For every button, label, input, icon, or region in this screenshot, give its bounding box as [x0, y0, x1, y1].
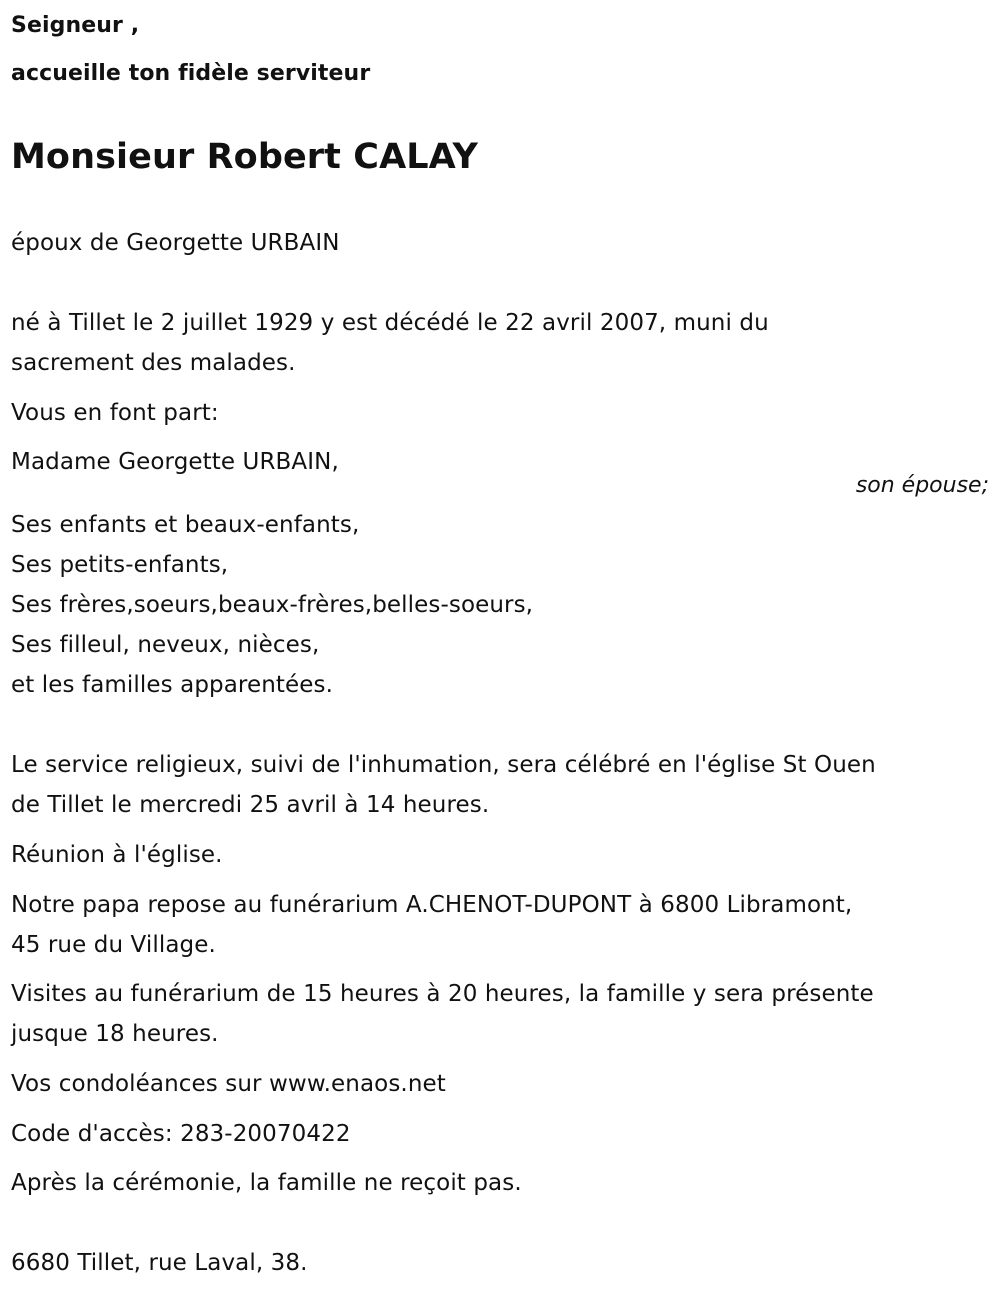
service-line-2: de Tillet le mercredi 25 avril à 14 heures.: [11, 792, 490, 818]
announcement-intro: Vous en font part:: [11, 400, 219, 426]
deceased-name: Monsieur Robert CALAY: [11, 137, 478, 177]
visits-line-1: Visites au funérarium de 15 heures à 20 heures, la famille y sera présente: [11, 981, 874, 1007]
header-line-1: Seigneur ,: [11, 13, 140, 38]
family-line: Ses enfants et beaux-enfants,: [11, 512, 360, 538]
announcement-spouse: Madame Georgette URBAIN,: [11, 449, 339, 475]
access-code-line: Code d'accès: 283-20070422: [11, 1121, 351, 1147]
condolences-line: Vos condoléances sur www.enaos.net: [11, 1071, 446, 1097]
after-ceremony-line: Après la cérémonie, la famille ne reçoit pas.: [11, 1170, 522, 1196]
spouse-line: époux de Georgette URBAIN: [11, 230, 340, 256]
visits-line-2: jusque 18 heures.: [11, 1021, 219, 1047]
birth-death-line-2: sacrement des malades.: [11, 350, 296, 376]
announcement-spouse-role: son épouse;: [855, 473, 989, 498]
funeral-home-line-1: Notre papa repose au funérarium A.CHENOT-DUPONT à 6800 Libramont,: [11, 892, 853, 918]
family-line: Ses frères,soeurs,beaux-frères,belles-soeurs,: [11, 592, 534, 618]
family-line: Ses filleul, neveux, nièces,: [11, 632, 320, 658]
funeral-home-line-2: 45 rue du Village.: [11, 932, 216, 958]
family-line: Ses petits-enfants,: [11, 552, 229, 578]
header-line-2: accueille ton fidèle serviteur: [11, 61, 371, 86]
birth-death-line-1: né à Tillet le 2 juillet 1929 y est décédé le 22 avril 2007, muni du: [11, 310, 769, 336]
address-line: 6680 Tillet, rue Laval, 38.: [11, 1250, 308, 1276]
service-line-1: Le service religieux, suivi de l'inhumation, sera célébré en l'église St Ouen: [11, 752, 876, 778]
meeting-line: Réunion à l'église.: [11, 842, 223, 868]
family-line: et les familles apparentées.: [11, 672, 334, 698]
